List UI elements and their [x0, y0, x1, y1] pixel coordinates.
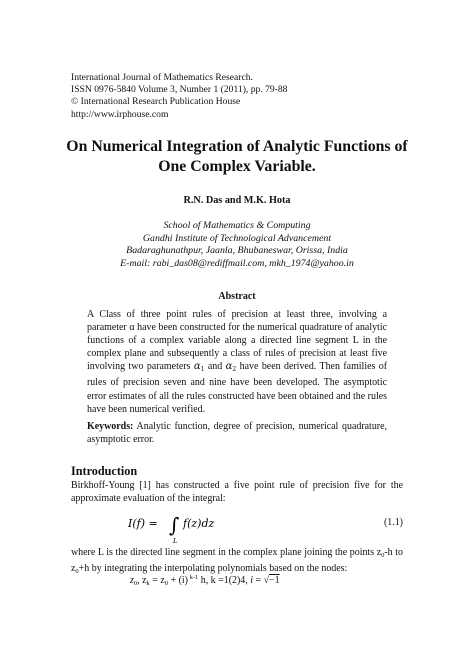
abstract-text-2: have been derived. Then families of rules of precision seven and nine have been developed. The asymptotic error estimates of all the rules constructed have been obtained and the rules have been numerical verified. [87, 361, 388, 415]
equation-lhs: I(f) = [128, 517, 158, 530]
affiliation-school: School of Mathematics & Computing [163, 220, 311, 231]
abstract-and: and [207, 361, 223, 373]
keywords-label: Keywords: [87, 421, 134, 432]
integral-sign: ∫ [169, 513, 180, 537]
journal-url[interactable]: http://www.irphouse.com [71, 108, 169, 120]
title-line-1: On Numerical Integration of Analytic Functions of [66, 138, 408, 155]
keywords-text: Analytic function, degree of precision, numerical quadrature, asymptotic error. [87, 421, 387, 445]
affiliation-email[interactable]: E-mail: rabi_das08@rediffmail.com, mkh_1974@yahoo.in [120, 257, 354, 269]
introduction-paragraph-2: where L is the directed line segment in the complex plane joining the points $z_0-h$ to $z_0+h$ by integrating the interpolating polynomials based on the nodes: [71, 547, 403, 575]
integral-equation [126, 507, 246, 549]
keywords [87, 420, 387, 446]
journal-issn: ISSN 0976-5840 Volume 3, Number 1 (2011), pp. 79-88 [71, 84, 288, 96]
nodes-formula: $z_0$, $z_k = z_0 + (i)$ $^{k-1}$ h, k =1(2)4, i = √−1 [130, 574, 280, 587]
introduction-paragraph-1: Birkhoff-Young [1] has constructed a five point rule of precision five for the approximate evaluation of the integral: [71, 480, 403, 504]
equation-1-1 [71, 507, 403, 549]
equation-number: (1.1) [383, 517, 403, 528]
affiliation [0, 220, 474, 270]
title-line-2: One Complex Variable. [158, 158, 316, 175]
integral-limit: L [173, 537, 178, 545]
affiliation-institute: Gandhi Institute of Technological Advancement [142, 232, 332, 244]
integrand: f(z)dz [183, 517, 215, 530]
abstract-heading: Abstract [218, 291, 256, 302]
alpha-1-symbol: $\alpha_1$ [193, 361, 205, 374]
authors: R.N. Das and M.K. Hota [183, 195, 291, 206]
affiliation-address: Badaraghunathpur, Jaanla, Bhubaneswar, Orissa, India [126, 245, 348, 257]
introduction-heading: Introduction [71, 464, 138, 478]
abstract-text-1: A Class of three point rules of precision at least three, involving a parameter α have been constructed for the numerical quadrature of analytic functions of a complex variable along a directed line segment L in the complex plane and subsequently a class of rules of precision at least five involving two parameters [87, 309, 387, 373]
alpha-2-symbol: $\alpha_2$ [225, 361, 237, 374]
abstract-body [87, 308, 387, 416]
journal-header [71, 72, 411, 121]
journal-name: International Journal of Mathematics Research. [71, 72, 253, 83]
journal-copyright: © International Research Publication House [71, 96, 241, 108]
paper-title [40, 137, 434, 177]
